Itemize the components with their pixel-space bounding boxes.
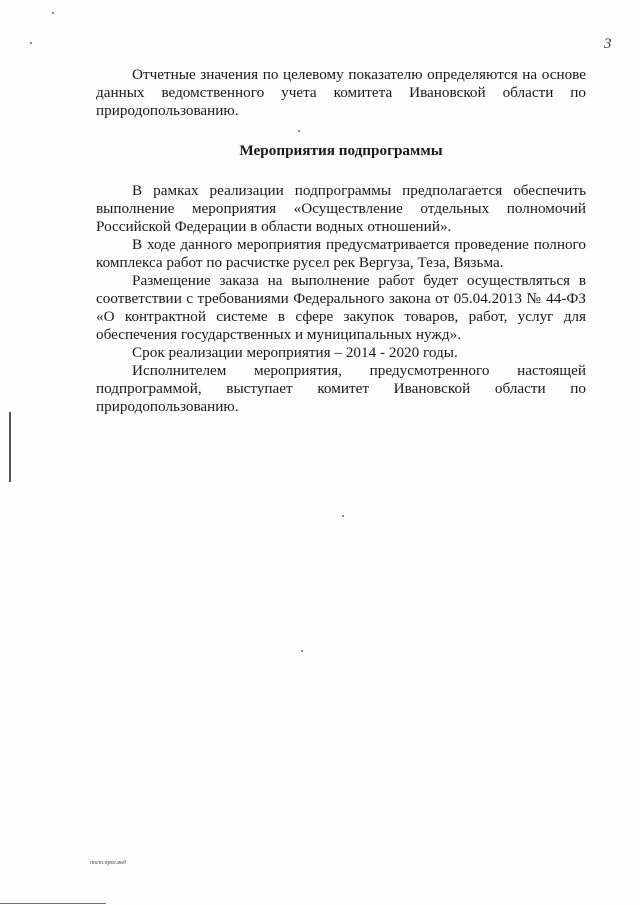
paragraph-procurement: Размещение заказа на выполнение работ будет осуществляться в соответствии с требованиями Федерального закона от 05.04.2013 № 44-ФЗ «О контрактной системе в сфере закупок товаров, работ, услуг для обеспечения государственных и муниципальных нужд».: [96, 272, 586, 343]
page-number: 3: [604, 36, 612, 52]
paragraph-river-clearing: В ходе данного мероприятия предусматривается проведение полного комплекса работ по расчистке русел рек Вергуза, Теза, Вязьма.: [96, 236, 586, 271]
scan-speck: [301, 650, 303, 652]
scan-speck: [30, 42, 32, 44]
scan-speck: [298, 130, 300, 132]
section-title: Мероприятия подпрограммы: [239, 142, 443, 159]
paragraph-timeline: Срок реализации мероприятия – 2014 - 2020 годы.: [132, 344, 458, 361]
document-body: [96, 66, 586, 416]
paragraph-subprogram-scope: В рамках реализации подпрограммы предполагается обеспечить выполнение мероприятия «Осуществление отдельных полномочий Российской Федерации в области водных отношений».: [96, 182, 586, 235]
intro-paragraph: Отчетные значения по целевому показателю определяются на основе данных ведомственного учета комитета Ивановской области по природопользованию.: [96, 66, 586, 119]
scan-margin-line: [9, 412, 11, 482]
paragraph-executor: Исполнителем мероприятия, предусмотренного настоящей подпрограммой, выступает комитет Ивановской области по природопользованию.: [96, 362, 586, 415]
scan-speck: [342, 515, 344, 517]
scan-bottom-line: [0, 903, 106, 904]
scan-speck: [52, 12, 54, 14]
footer-file-code: пост.прог.вод: [90, 860, 126, 866]
